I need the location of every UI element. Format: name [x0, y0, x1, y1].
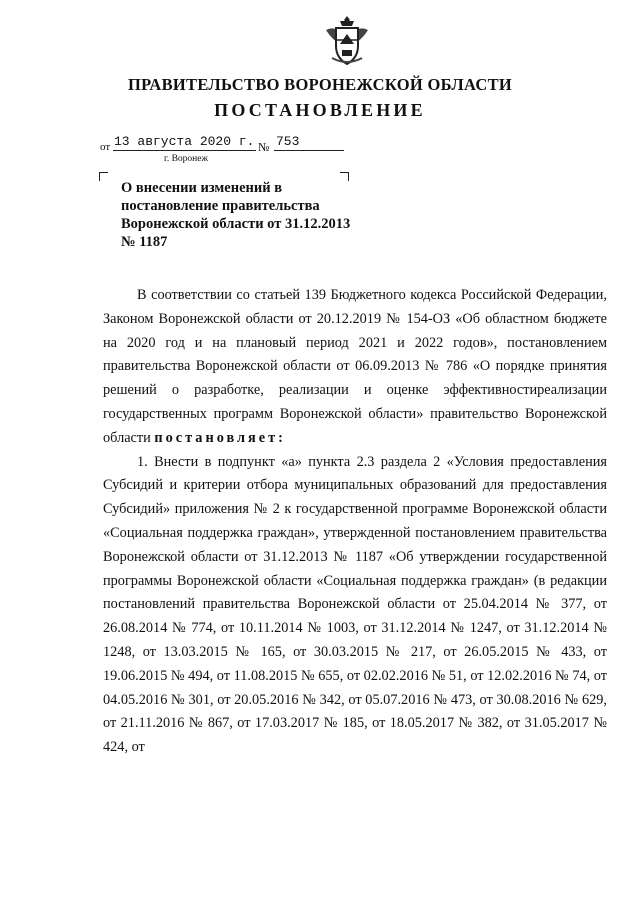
- from-label: от: [100, 141, 111, 153]
- date-underline: [113, 150, 256, 151]
- city-label: г. Воронеж: [164, 154, 209, 164]
- subject-corner-left: [99, 172, 108, 181]
- organization-title: ПРАВИТЕЛЬСТВО ВОРОНЕЖСКОЙ ОБЛАСТИ: [127, 75, 513, 94]
- document-subject: О внесении изменений в постановление правительства Воронежской области от 31.12.2013 № 1187: [121, 180, 351, 250]
- document-type-title: ПОСТАНОВЛЕНИЕ: [214, 100, 426, 120]
- document-date: 13 августа 2020 г.: [114, 134, 255, 149]
- resolves-word: постановляет:: [154, 429, 286, 446]
- number-label: №: [258, 140, 270, 154]
- document-body: [103, 284, 607, 760]
- document-meta: [100, 134, 360, 164]
- preamble-paragraph: [103, 284, 607, 451]
- coat-of-arms-icon: [322, 14, 372, 68]
- item-1-text: 1. Внести в подпункт «а» пункта 2.3 раздела 2 «Условия предоставления Субсидий и критерии отбора муниципальных образований для предоставления Субсидий» приложения № 2 к государственной программе Воронежской области «Социальная поддержка граждан», утвержденной постановлением правительства Воронежской области от 31.12.2013 № 1187 «Об утверждении государственной программы Воронежской области «Социальная поддержка граждан» (в редакции постановлений правительства Воронежской области от 25.04.2014 № 377, от 26.08.2014 № 774, от 10.11.2014 № 1003, от 31.12.2014 № 1247, от 31.12.2014 № 1248, от 13.03.2015 № 165, от 30.03.2015 № 217, от 26.05.2015 № 433, от 19.06.2015 № 494, от 11.08.2015 № 655, от 02.02.2016 № 51, от 12.02.2016 № 74, от 04.05.2016 № 301, от 20.05.2016 № 342, от 05.07.2016 № 473, от 30.08.2016 № 629, от 21.11.2016 № 867, от 17.03.2017 № 185, от 18.05.2017 № 382, от 31.05.2017 № 424, от: [103, 453, 607, 756]
- number-underline: [274, 150, 344, 151]
- preamble-text: В соответствии со статьей 139 Бюджетного кодекса Российской Федерации, Законом Воронежской области от 20.12.2019 № 154-ОЗ «Об областном бюджете на 2020 год и на плановый период 2021 и 2022 годов», постановлением правительства Воронежской области от 06.09.2013 № 786 «О порядке принятия решений о разработке, реализации и оценке эффективностиреализации государственных программ Воронежской области» правительство Воронежской области: [103, 287, 607, 446]
- item-1-paragraph: [103, 451, 607, 760]
- document-number: 753: [276, 134, 300, 149]
